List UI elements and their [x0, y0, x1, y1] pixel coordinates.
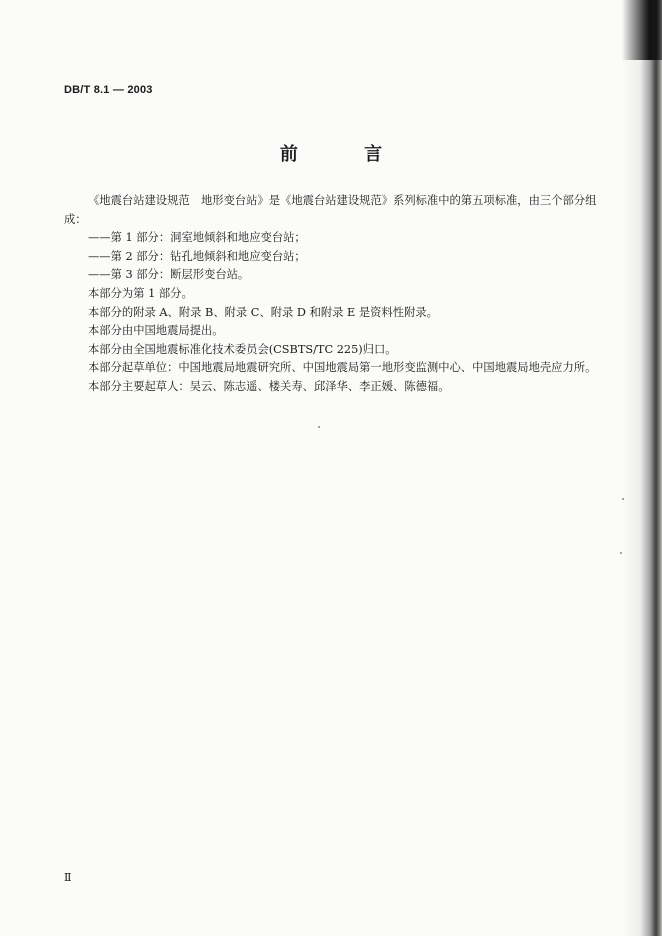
- list-item-part-2: ——第 2 部分：钻孔地倾斜和地应变台站；: [88, 249, 306, 263]
- paragraph-intro: 《地震台站建设规范 地形变台站》是《地震台站建设规范》系列标准中的第五项标准，由三个部分组成：: [64, 194, 597, 226]
- list-item-part-3: ——第 3 部分：断层形变台站。: [88, 268, 250, 282]
- document-code: DB/T 8.1 — 2003: [64, 84, 153, 96]
- scan-speck: [620, 552, 622, 554]
- document-body: [64, 192, 604, 397]
- paragraph-centralized-by: 本部分由全国地震标准化技术委员会(CSBTS/TC 225)归口。: [88, 342, 397, 356]
- list-item-part-1: ——第 1 部分：洞室地倾斜和地应变台站；: [88, 231, 306, 245]
- paragraph-drafting-units: 本部分起草单位：中国地震局地震研究所、中国地震局第一地形变监测中心、中国地震局地壳应力所。: [88, 361, 597, 375]
- page-number: Ⅱ: [64, 872, 72, 884]
- paragraph-proposed-by: 本部分由中国地震局提出。: [88, 324, 224, 338]
- scan-corner-shadow: [622, 0, 662, 60]
- paragraph-this-part: 本部分为第 1 部分。: [88, 286, 193, 300]
- paragraph-appendices: 本部分的附录 A、附录 B、附录 C、附录 D 和附录 E 是资料性附录。: [88, 305, 438, 319]
- scan-speck: [318, 426, 320, 428]
- scan-speck: [622, 498, 624, 500]
- paragraph-drafters: 本部分主要起草人：吴云、陈志遥、楼关寿、邱泽华、李正媛、陈德福。: [88, 379, 450, 393]
- page-title: 前 言: [279, 144, 413, 165]
